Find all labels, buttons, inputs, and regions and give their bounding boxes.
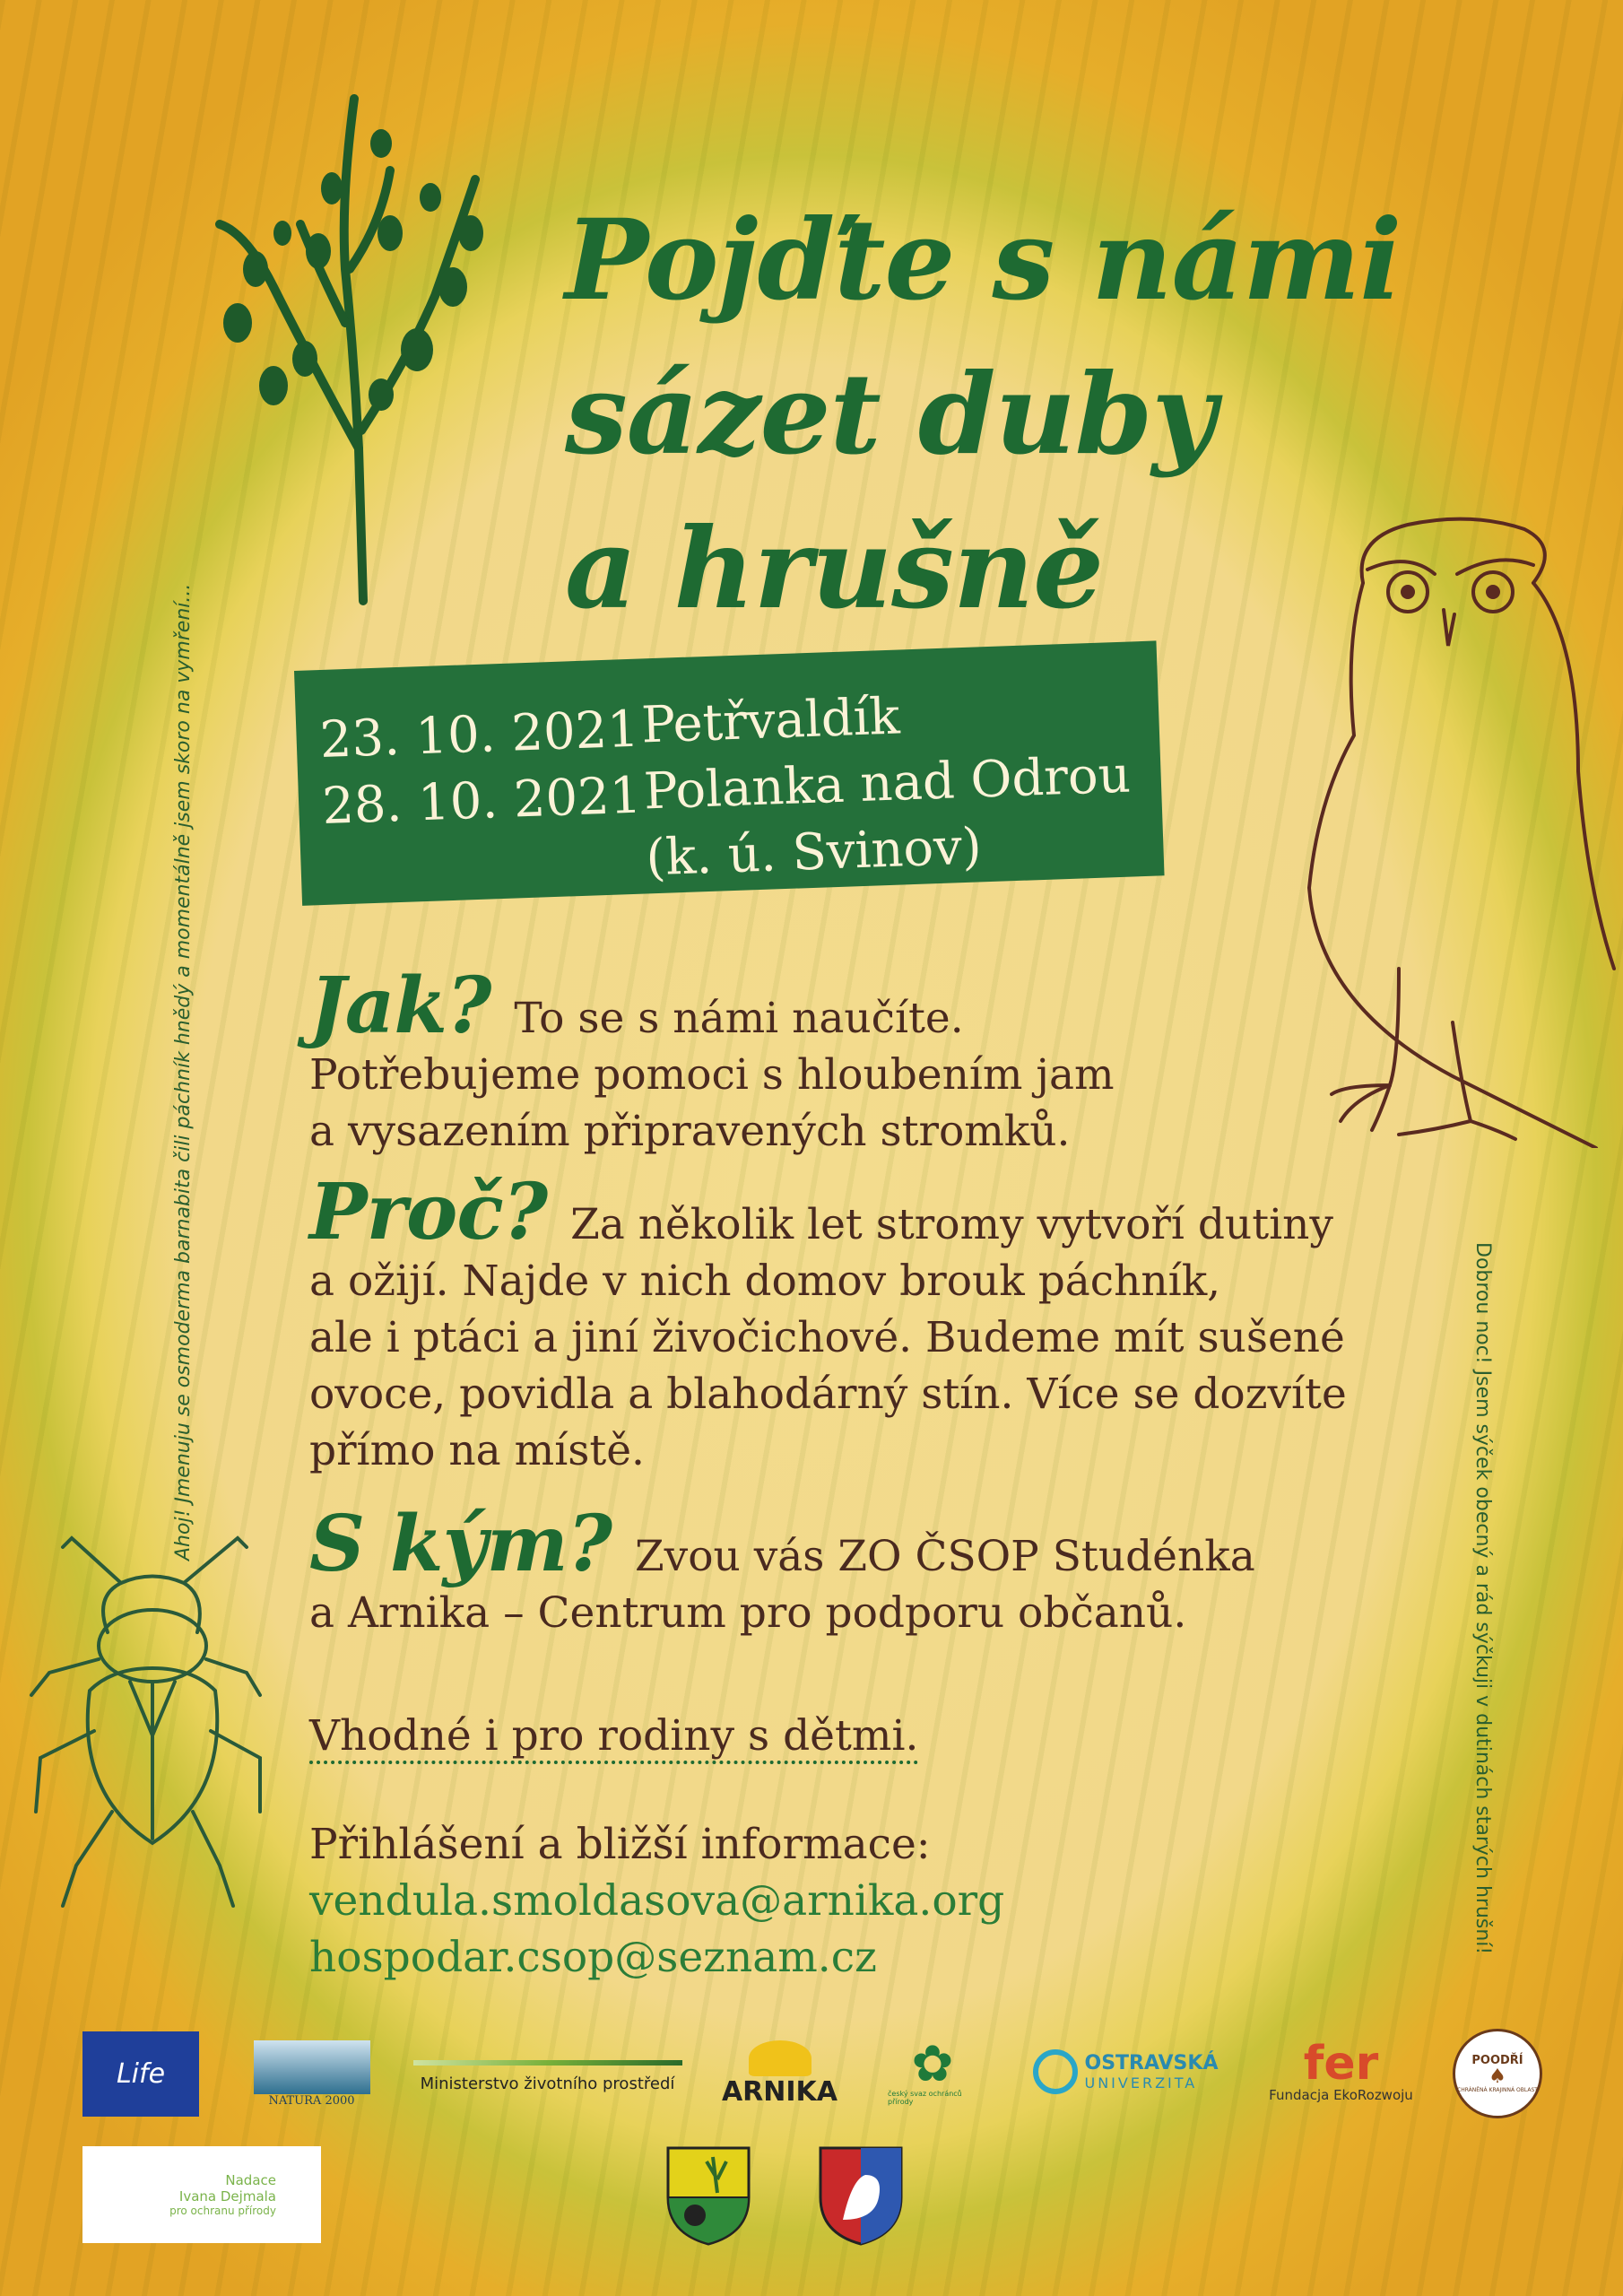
nadace-logo-text-3: pro ochranu přírody (169, 2205, 276, 2217)
skym-line-1: Zvou vás ZO ČSOP Studénka (635, 1532, 1255, 1581)
natura-logo-text: NATURA 2000 (268, 2093, 355, 2108)
natura-emblem (254, 2040, 370, 2094)
section-jak (309, 961, 1115, 1160)
contact-label: Přihlášení a bližší informace: (309, 1820, 931, 1869)
email-link-2[interactable]: hospodar.csop@seznam.cz (309, 1933, 877, 1982)
event-dates-box (294, 640, 1165, 905)
csop-flower-icon: ✿ (911, 2034, 954, 2093)
event-date-2: 28. 10. 2021 (321, 766, 643, 836)
heading-jak: Jak? (309, 961, 491, 1051)
csop-logo (888, 2034, 977, 2110)
nadace-logo-text-2: Ivana Dejmala (178, 2188, 276, 2205)
event-place-3: (k. ú. Svinov) (645, 817, 983, 888)
dates-column (318, 697, 642, 840)
owl-illustration (1291, 502, 1623, 1148)
proc-line-1: Za několik let stromy vytvoří dutiny (570, 1200, 1333, 1249)
poodri-logo (1453, 2029, 1542, 2118)
title-line-3: a hrušně (565, 504, 1104, 634)
beetle-speech-text: Ahoj! Jmenuju se osmoderma barnabita čili páchník hnědý a momentálně jsem skoro na vymření... (172, 583, 195, 1561)
pear-tree-illustration (202, 90, 507, 610)
email-link-1[interactable]: vendula.smoldasova@arnika.org (309, 1876, 1005, 1926)
page-title (565, 184, 1401, 647)
arnika-logo-text: ARNIKA (721, 2075, 838, 2108)
proc-line-4: ovoce, povidla a blahodárný stín. Více se dozvíte (309, 1370, 1347, 1419)
ostravska-swirl-icon (1033, 2049, 1078, 2094)
proc-line-3: ale i ptáci a jiní živočichové. Budeme mít sušené (309, 1313, 1345, 1362)
ministry-stripe (413, 2060, 682, 2066)
ministry-logo (411, 2054, 684, 2099)
event-place-2: Polanka nad Odrou (642, 745, 1132, 822)
poodri-logo-subtext: CHRÁNĚNÁ KRAJINNÁ OBLAST (1457, 2087, 1538, 2093)
nadace-logo-text-1: Nadace (225, 2172, 276, 2188)
ministry-logo-text: Ministerstvo životního prostředí (420, 2074, 675, 2093)
arnika-flower (749, 2040, 812, 2076)
proc-line-2: a ožijí. Najde v nich domov brouk páchník, (309, 1257, 1221, 1306)
natura-2000-logo (251, 2029, 372, 2118)
skym-line-2: a Arnika – Centrum pro podporu občanů. (309, 1588, 1187, 1638)
event-place-1: Petřvaldík (640, 687, 901, 755)
csop-logo-text: český svaz ochránců přírody (888, 2089, 962, 2106)
family-note: Vhodné i pro rodiny s dětmi. (309, 1711, 918, 1764)
ostravska-univerzita-logo (1027, 2045, 1224, 2099)
section-proc (309, 1167, 1347, 1479)
event-date-1: 23. 10. 2021 (318, 700, 640, 770)
proc-line-5: přímo na místě. (309, 1426, 645, 1475)
owl-speech-text: Dobrou noc! Jsem sýček obecný a rád sýčkuji v dutinách starých hrušní! (1471, 1242, 1494, 1955)
poodri-bird-icon: ♠ (1488, 2066, 1506, 2088)
petrvaldik-coat-of-arms (664, 2144, 753, 2247)
jak-line-2: Potřebujeme pomoci s hloubením jam (309, 1050, 1115, 1100)
title-line-1: Pojďte s námi (565, 196, 1402, 326)
contact-block (309, 1816, 1004, 1986)
jak-line-1: To se s námi naučíte. (514, 994, 964, 1043)
fer-logo-brand: fer (1303, 2037, 1379, 2091)
title-line-2: sázet duby (565, 350, 1216, 480)
section-skym (309, 1499, 1255, 1641)
nadace-dejmala-logo (82, 2146, 321, 2243)
jak-line-3: a vysazením připravených stromků. (309, 1107, 1071, 1156)
univerzita-logo-text: UNIVERZITA (1084, 2074, 1198, 2092)
places-column (640, 676, 1133, 892)
fer-logo-text: Fundacja EkoRozwoju (1269, 2087, 1413, 2103)
heading-skym: S kým? (309, 1499, 612, 1589)
arnika-logo (710, 2029, 849, 2118)
beetle-illustration (22, 1525, 273, 1928)
life-logo-text: Life (116, 2058, 166, 2090)
life-logo (82, 2031, 199, 2117)
fer-logo (1263, 2036, 1419, 2108)
ostravska-logo-text: OSTRAVSKÁ (1084, 2052, 1219, 2074)
polanka-coat-of-arms (816, 2144, 906, 2247)
poodri-logo-text: POODŘÍ (1471, 2054, 1523, 2067)
heading-proc: Proč? (309, 1167, 548, 1257)
